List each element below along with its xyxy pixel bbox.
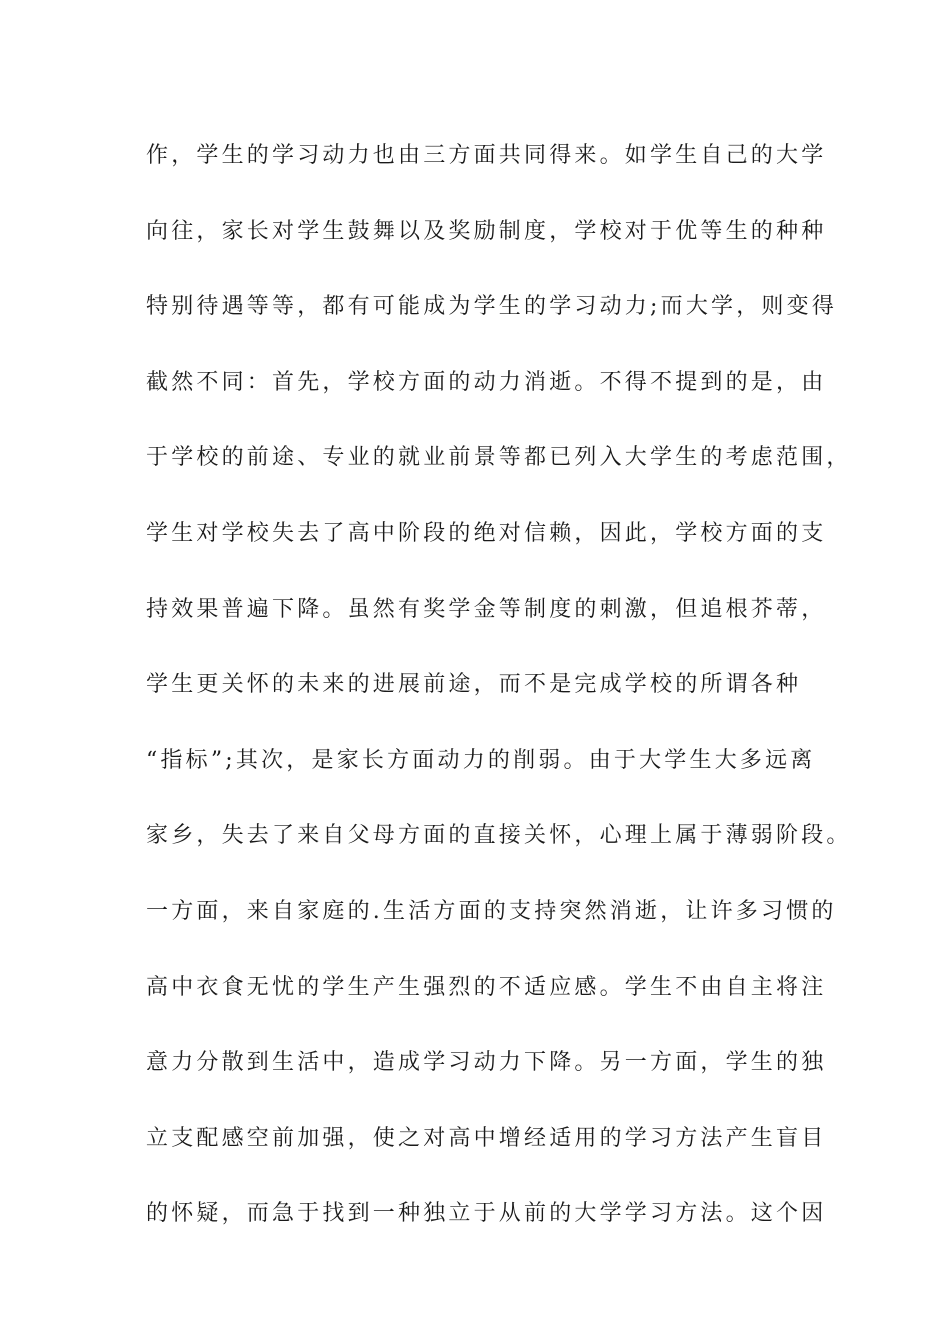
text-line: 特别待遇等等，都有可能成为学生的学习动力;而大学，则变得 — [146, 294, 838, 320]
text-line: 向往，家长对学生鼓舞以及奖励制度，学校对于优等生的种种 — [146, 218, 827, 244]
text-line: 一方面，来自家庭的.生活方面的支持突然消逝，让许多习惯的 — [146, 898, 837, 924]
text-line: 作，学生的学习动力也由三方面共同得来。如学生自己的大学 — [146, 143, 827, 168]
text-line: 于学校的前途、专业的就业前景等都已列入大学生的考虑范围， — [146, 445, 852, 471]
text-line: 的怀疑，而急于找到一种独立于从前的大学学习方法。这个因 — [146, 1201, 827, 1227]
body-text — [146, 132, 852, 1266]
text-line: 学生对学校失去了高中阶段的绝对信赖，因此，学校方面的支 — [146, 520, 827, 546]
text-line: 持效果普遍下降。虽然有奖学金等制度的刺激，但追根芥蒂， — [146, 596, 827, 622]
text-line: 意力分散到生活中，造成学习动力下降。另一方面，学生的独 — [146, 1050, 827, 1076]
text-line: 家乡，失去了来自父母方面的直接关怀，心理上属于薄弱阶段。 — [146, 823, 852, 849]
text-line: 截然不同：首先，学校方面的动力消逝。不得不提到的是，由 — [146, 369, 827, 395]
text-line: “指标”;其次，是家长方面动力的削弱。由于大学生大多远离 — [146, 747, 816, 773]
text-line: 学生更关怀的未来的进展前途，而不是完成学校的所谓各种 — [146, 672, 802, 698]
text-line: 立支配感空前加强，使之对高中增经适用的学习方法产生盲目 — [146, 1125, 827, 1151]
text-line: 高中衣食无忧的学生产生强烈的不适应感。学生不由自主将注 — [146, 974, 827, 1000]
